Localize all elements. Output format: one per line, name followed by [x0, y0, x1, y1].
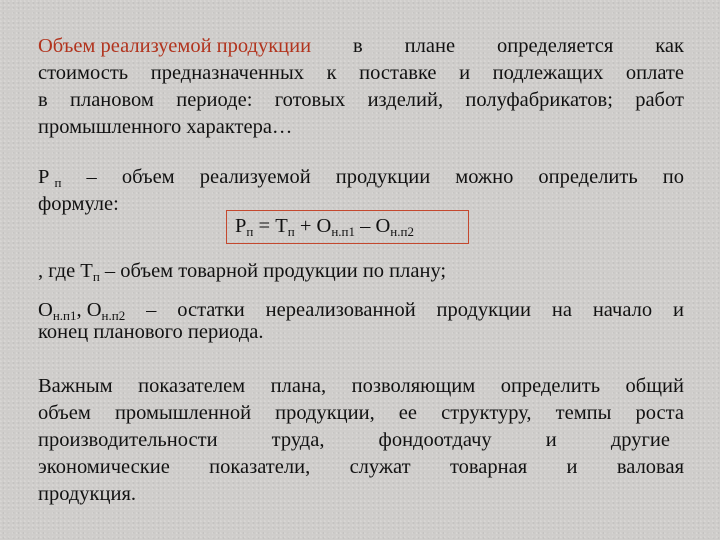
word: определить — [538, 166, 638, 188]
word: Важным — [38, 375, 113, 397]
word: изделий, — [367, 89, 444, 111]
symbol-o: $О_{н.п1}$, $О_{н.п2}$ — [38, 299, 126, 323]
text-line — [38, 454, 684, 481]
word: реализуемой — [199, 166, 311, 188]
word: плана, — [270, 375, 327, 397]
word: объем — [38, 402, 91, 424]
word: и — [459, 62, 471, 84]
word: начало — [592, 299, 653, 321]
line-text: конец планового периода. — [38, 321, 264, 343]
word: фондоотдачу — [378, 429, 492, 451]
word: – — [86, 166, 97, 188]
word: показателем — [138, 375, 246, 397]
word: роста — [635, 402, 684, 424]
word: работ — [635, 89, 684, 111]
word: темпы — [555, 402, 612, 424]
word: товарная — [449, 456, 528, 478]
text-line — [38, 373, 684, 400]
paragraph-definition — [38, 33, 684, 141]
word: другие — [610, 429, 670, 451]
line-text: , где $Т_п$ – объем товарной продукции по плану; — [38, 260, 447, 284]
word: остатки — [177, 299, 245, 321]
text-line — [38, 33, 684, 60]
word: и — [545, 429, 557, 451]
text-line — [38, 114, 684, 141]
line-text: промышленного характера… — [38, 116, 293, 138]
word: плане — [404, 35, 456, 57]
word: труда, — [271, 429, 325, 451]
word: можно — [455, 166, 514, 188]
word: в — [353, 35, 363, 57]
word: валовая — [616, 456, 684, 478]
line-text: формуле: — [38, 193, 119, 215]
word: продукции — [436, 299, 531, 321]
word: ее — [398, 402, 417, 424]
text-line — [38, 258, 684, 285]
word: продукции, — [275, 402, 375, 424]
formula-explanation-o — [38, 297, 684, 346]
word: готовых — [274, 89, 346, 111]
highlighted-term: Объем реализуемой продукции — [38, 35, 312, 57]
word: предназначенных — [150, 62, 305, 84]
formula-box: $Р_п = Т_п + О_{н.п1} - О_{н.п2}$ — [226, 210, 469, 244]
word: как — [655, 35, 684, 57]
word: стоимость — [38, 62, 129, 84]
word: определить — [500, 375, 601, 397]
word: объем — [121, 166, 175, 188]
word: периоде: — [176, 89, 253, 111]
word: – — [146, 299, 157, 321]
word: по — [662, 166, 684, 188]
word: служат — [349, 456, 411, 478]
word: подлежащих — [492, 62, 604, 84]
text-line — [38, 164, 684, 191]
paragraph-importance — [38, 373, 684, 508]
word: позволяющим — [351, 375, 476, 397]
symbol-p: Р $_п$ — [38, 166, 62, 190]
text-line — [38, 427, 684, 454]
word: и — [673, 299, 684, 321]
word: промышленной — [114, 402, 252, 424]
word: нереализованной — [265, 299, 416, 321]
word: структуру, — [441, 402, 532, 424]
word: полуфабрикатов; — [465, 89, 613, 111]
word: плановом — [70, 89, 154, 111]
word: в — [38, 89, 48, 111]
word: к — [326, 62, 337, 84]
word: продукции — [335, 166, 431, 188]
text-line — [38, 87, 684, 114]
word: оплате — [625, 62, 684, 84]
word: общий — [625, 375, 684, 397]
text-line — [38, 400, 684, 427]
word: поставке — [359, 62, 437, 84]
line-text: продукция. — [38, 483, 137, 505]
text-line — [38, 60, 684, 87]
word: на — [551, 299, 572, 321]
formula-explanation-t — [38, 258, 684, 285]
text-line — [38, 481, 684, 508]
word: определяется — [496, 35, 614, 57]
word: и — [566, 456, 578, 478]
word: показатели, — [209, 456, 311, 478]
word: экономические — [38, 456, 170, 478]
word: производительности — [38, 429, 218, 451]
